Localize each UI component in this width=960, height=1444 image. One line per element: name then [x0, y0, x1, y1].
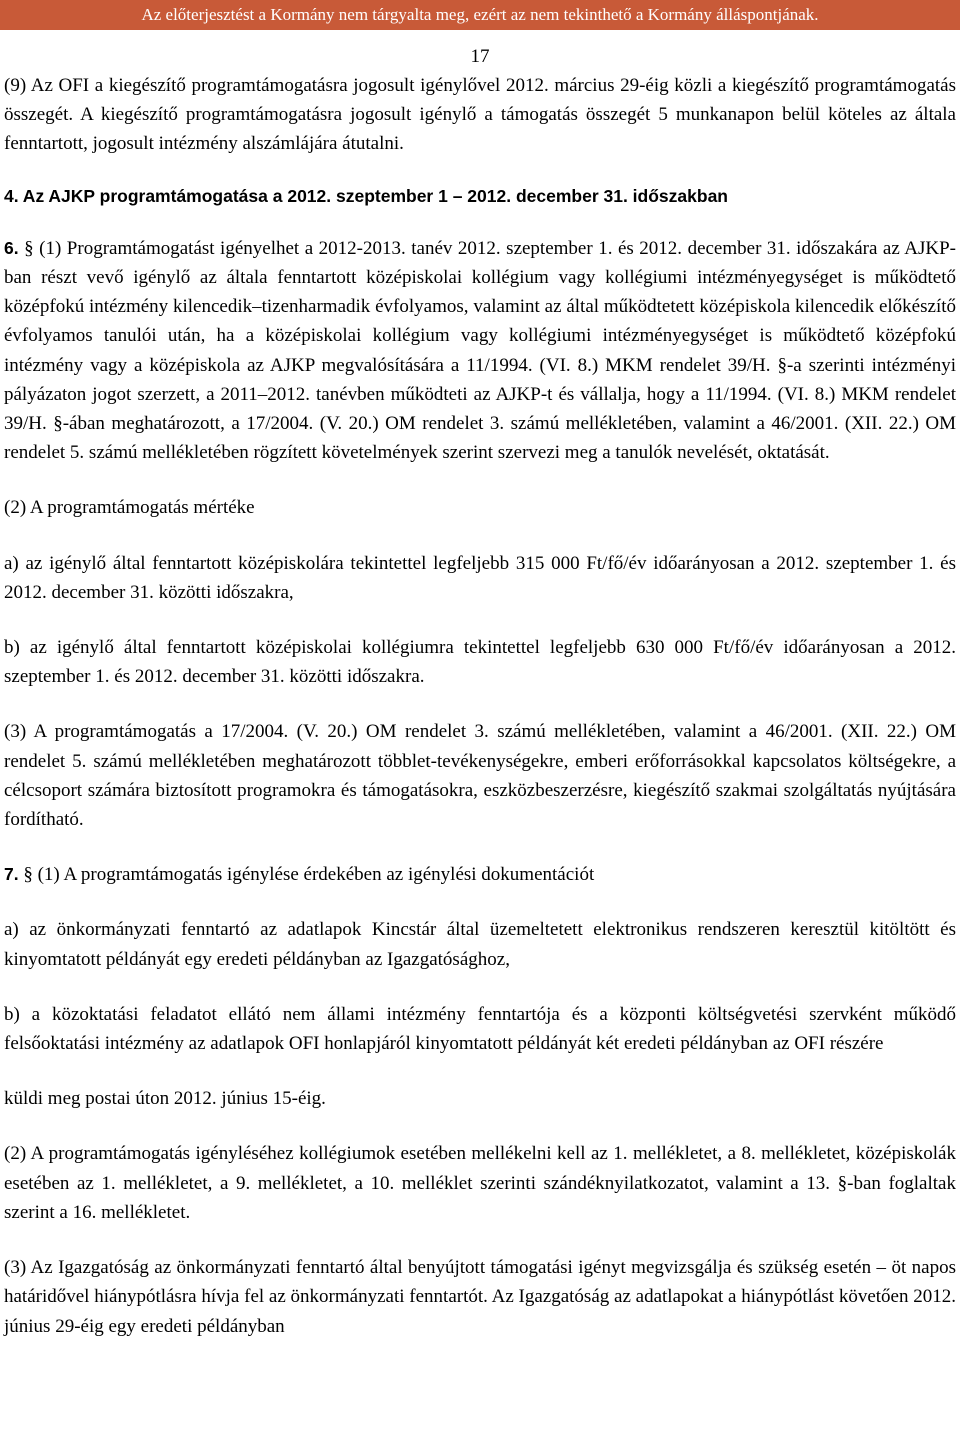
document-body [4, 71, 956, 1341]
section-6-point-b: b) az igénylő által fenntartott középiskolai kollégiumra tekintettel legfeljebb 630 000 Ft/fő/év időarányosan a 2012. szeptember 1. és 2012. december 31. közötti időszakra. [4, 637, 956, 688]
section-4-heading: 4. Az AJKP programtámogatása a 2012. szeptember 1 – 2012. december 31. időszakban [4, 185, 728, 206]
section-7-paragraph-1 [4, 860, 956, 889]
section-6-paragraph-2: (2) A programtámogatás mértéke [4, 497, 255, 519]
section-6-number: 6. [4, 237, 19, 258]
section-7-paragraph-3: (3) Az Igazgatóság az önkormányzati fenntartó által benyújtott támogatási igényt megvizsgálja és szükség esetén – öt napos határidővel hiánypótlásra hívja fel az önkormányzati fenntartót. Az Igazgatóság az adatlapokat a hiánypótlást követően 2012. június 29-éig egy eredeti példányban [4, 1257, 956, 1337]
section-6-paragraph-3: (3) A programtámogatás a 17/2004. (V. 20.) OM rendelet 3. számú mellékletében, valamint a 46/2001. (XII. 22.) OM rendelet 5. számú mellékletében meghatározott többlet-tevékenységekre, emberi erőforrásokkal kapcsolatos költségekre, a célcsoport számára biztosított programokra és támogatásokra, eszközbeszerzésre, kiegészítő szakmai szolgáltatás nyújtására fordítható. [4, 721, 956, 831]
paragraph-9: (9) Az OFI a kiegészítő programtámogatásra jogosult igénylővel 2012. március 29-éig közli a kiegészítő programtámogatás összegét. A kiegészítő programtámogatásra jogosult igénylő a támogatás összegét 5 munkanapon belül köteles az általa fenntartott, jogosult intézmény alszámlájára átutalni. [4, 75, 956, 155]
section-7-send: küldi meg postai úton 2012. június 15-éig. [4, 1088, 326, 1110]
section-7-point-a: a) az önkormányzati fenntartó az adatlapok Kincstár által üzemeltetett elektronikus rendszeren keresztül kitöltött és kinyomtatott példányát egy eredeti példányban az Igazgatósághoz, [4, 919, 956, 970]
section-6-text: § (1) Programtámogatást igényelhet a 2012-2013. tanév 2012. szeptember 1. és 2012. december 31. időszakára az AJKP-ban részt vevő igénylő az általa fenntartott középiskolai kollégium vagy kollégiumi intézményegységet is működtető középfokú intézmény kilencedik–tizenharmadik évfolyamos, valamint az által működtetett középiskola kilencedik előkészítő évfolyamos tanulói után, ha a középiskolai kollégium vagy kollégiumi intézményegységet is működtető középfokú intézmény vagy a középiskola az AJKP megvalósítására a 11/1994. (VI. 8.) MKM rendelet 39/H. §-a szerinti intézményi pályázaton jogot szerzett, a 2011–2012. tanévben működteti az AJKP-t és vállalja, hogy a 11/1994. (VI. 8.) MKM rendelet 39/H. §-ában meghatározott, a 17/2004. (V. 20.) OM rendelet 3. számú mellékletében, valamint a 46/2001. (XII. 22.) OM rendelet 5. számú mellékletében rögzített követelmények szerint szervezi meg a tanulók nevelését, oktatását. [4, 237, 956, 464]
section-7-point-b: b) a közoktatási feladatot ellátó nem állami intézmény fenntartója és a központi költségvetési szervként működő felsőoktatási intézmény az adatlapok OFI honlapjáról kinyomtatott példányát két eredeti példányban az OFI részére [4, 1003, 956, 1055]
section-7-number: 7. [4, 864, 19, 885]
header-notice-bar [0, 0, 960, 30]
section-7-text: § (1) A programtámogatás igénylése érdekében az igénylési dokumentációt [18, 864, 595, 886]
header-notice-text: Az előterjesztést a Kormány nem tárgyalta meg, ezért az nem tekinthető a Kormány álláspontjának. [141, 5, 819, 24]
section-7-paragraph-2: (2) A programtámogatás igényléséhez kollégiumok esetében mellékelni kell az 1. mellékletet, a 8. mellékletet, középiskolák esetében az 1. mellékletet, a 9. mellékletet, a 10. melléklet szerinti szándéknyilatkozatot, valamint a 13. §-ban foglaltak szerint a 16. mellékletet. [4, 1143, 956, 1223]
section-6-point-a: a) az igénylő által fenntartott középiskolára tekintettel legfeljebb 315 000 Ft/fő/év időarányosan a 2012. szeptember 1. és 2012. december 31. közötti időszakra, [4, 552, 956, 603]
page-number: 17 [470, 46, 490, 67]
section-6-paragraph-1 [4, 234, 956, 468]
